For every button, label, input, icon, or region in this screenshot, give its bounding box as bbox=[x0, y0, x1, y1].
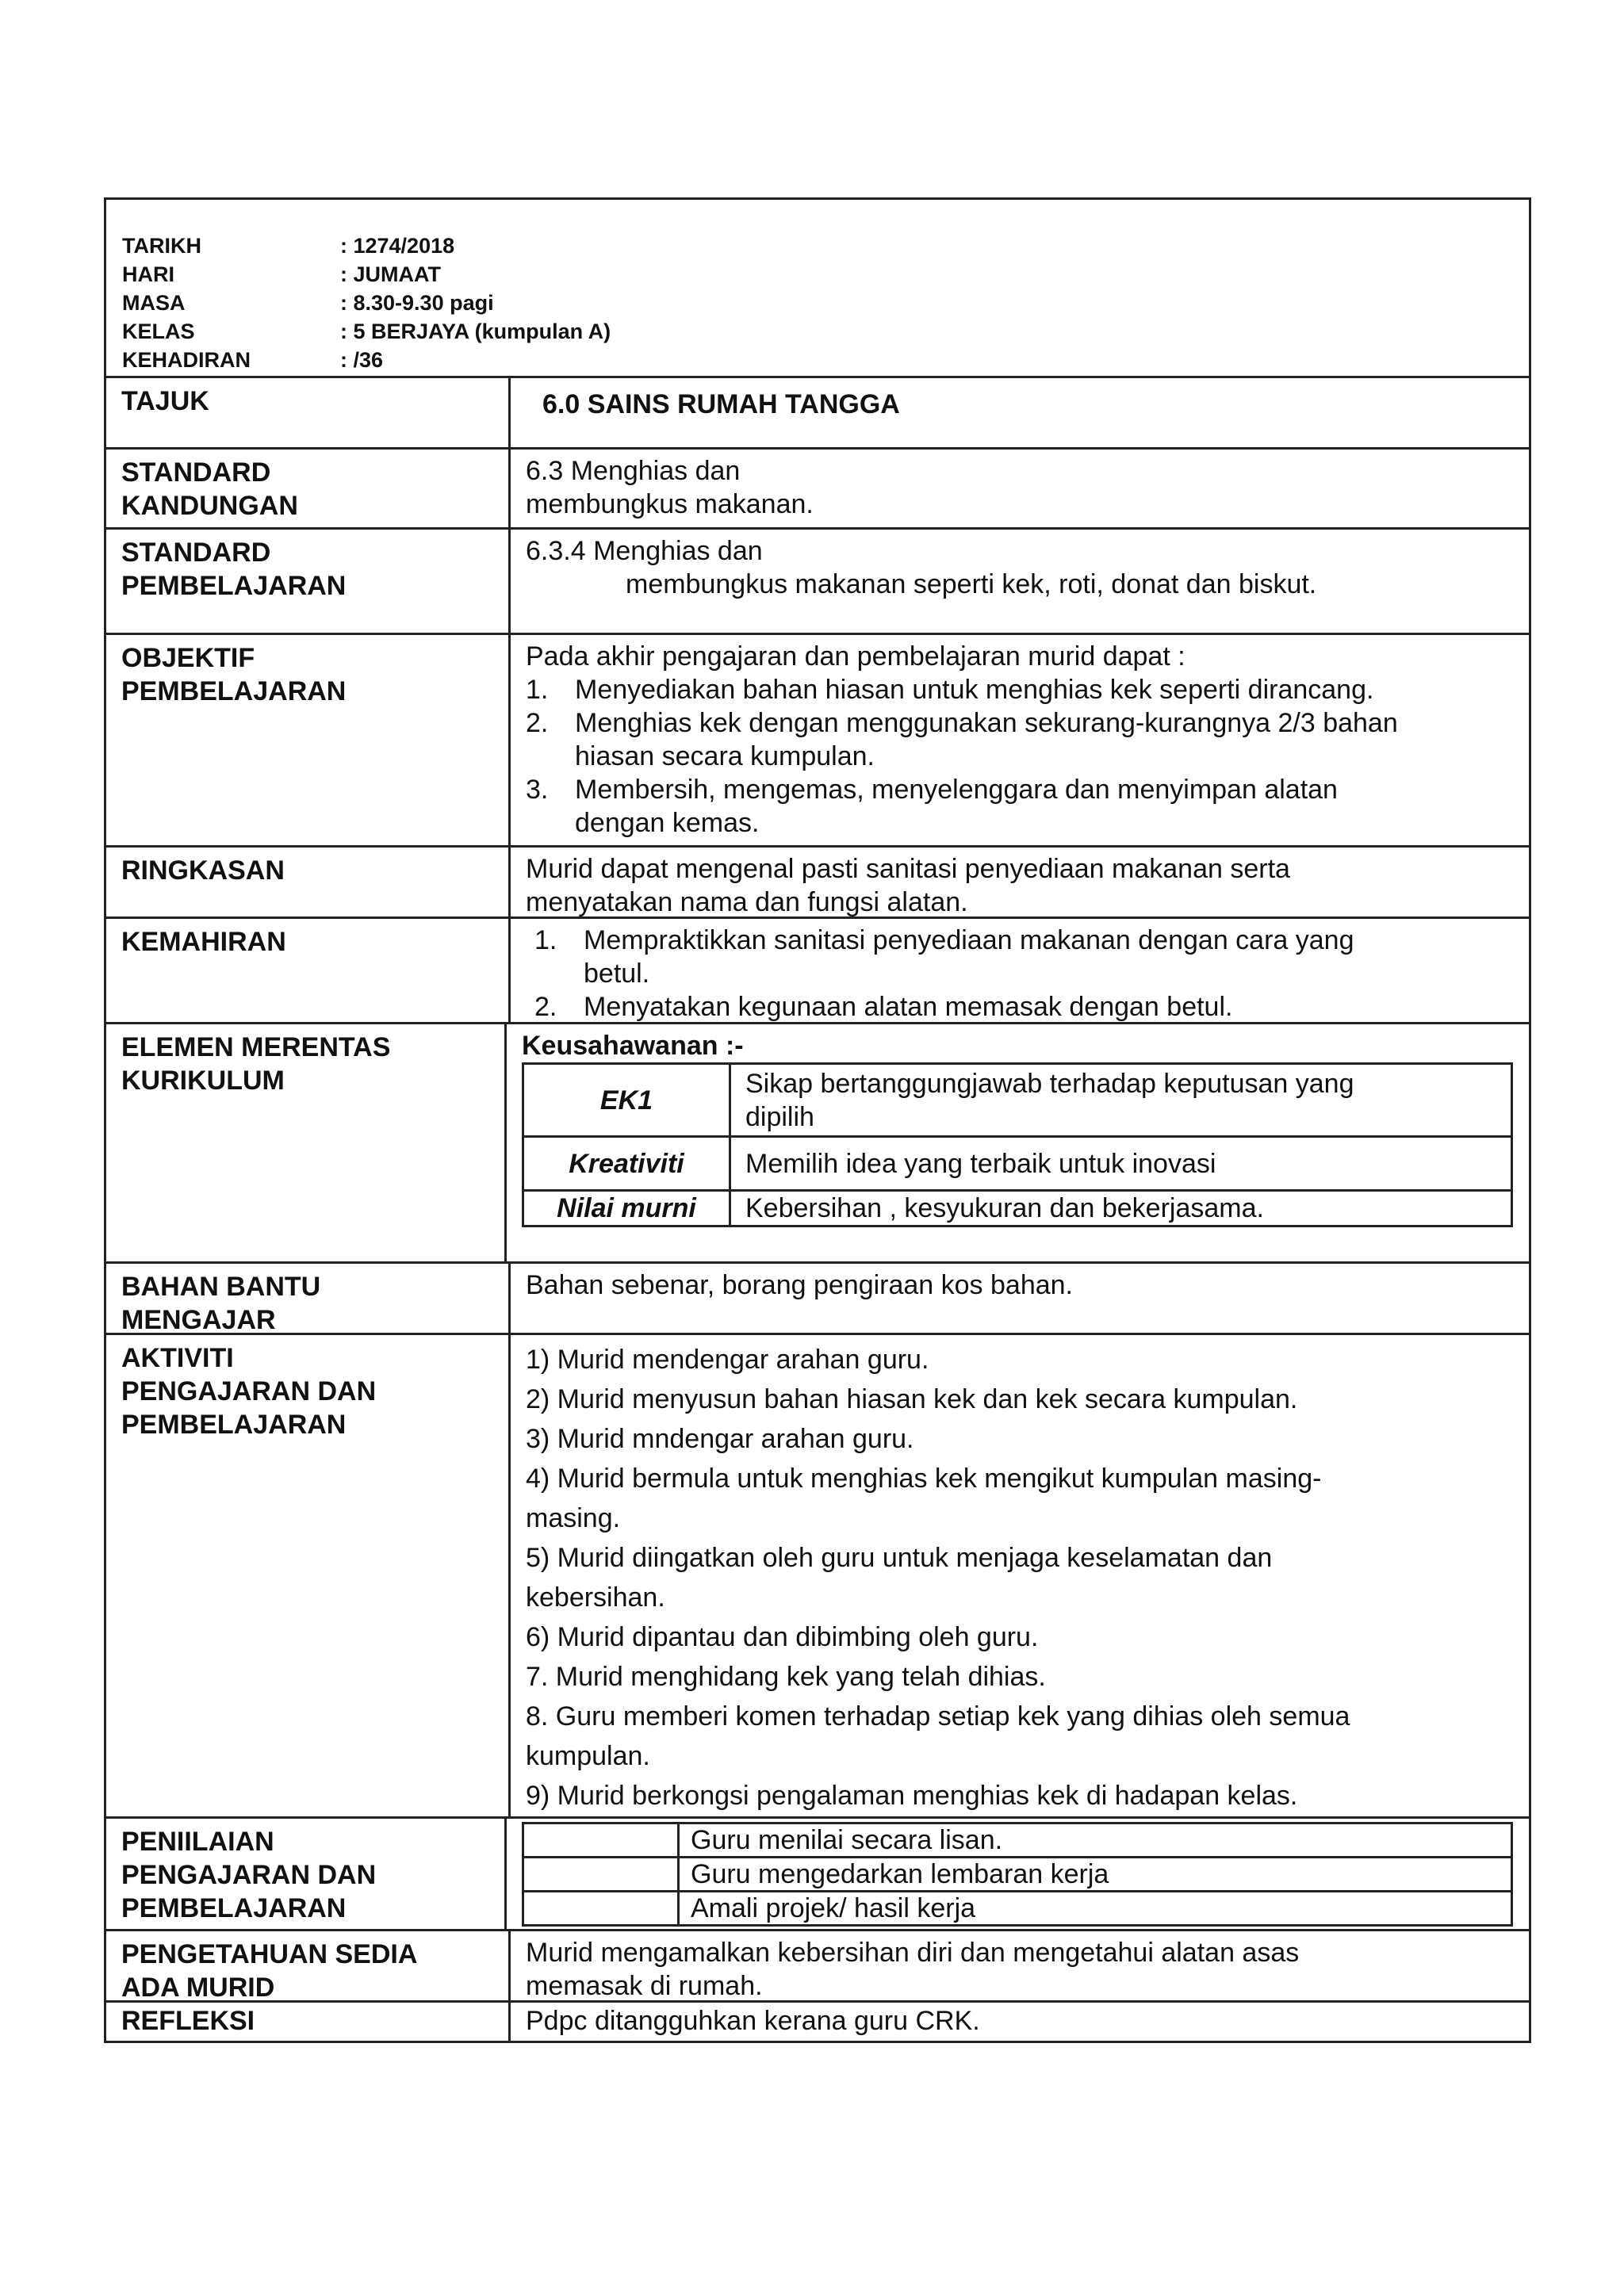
label-text: REFLEKSI bbox=[121, 2006, 255, 2036]
row-elemen-merentas-kurikulum bbox=[106, 1024, 1529, 1264]
header-row-kehadiran bbox=[122, 346, 383, 374]
table-row bbox=[523, 1858, 1512, 1892]
label-text: PEMBELAJARAN bbox=[121, 571, 347, 601]
header-row-kelas bbox=[122, 317, 611, 346]
label-text: MENGAJAR bbox=[121, 1305, 276, 1335]
table-row bbox=[523, 1823, 1512, 1858]
row-label bbox=[106, 635, 511, 845]
row-standard-kandungan bbox=[106, 450, 1529, 530]
elemen-heading: Keusahawanan :- bbox=[522, 1031, 744, 1061]
label-text: PEMBELAJARAN bbox=[121, 1410, 347, 1440]
label-text: BAHAN BANTU bbox=[121, 1272, 321, 1302]
text-line: 6.3.4 Menghias dan bbox=[526, 536, 763, 566]
list-item bbox=[526, 673, 1513, 706]
kemahiran-value bbox=[511, 919, 1529, 1022]
header-key: KELAS bbox=[122, 320, 195, 343]
text-line: hiasan secara kumpulan. bbox=[575, 741, 875, 771]
list-item bbox=[534, 924, 1513, 990]
row-tajuk bbox=[106, 378, 1529, 450]
label-text: KANDUNGAN bbox=[121, 491, 298, 521]
row-pengetahuan-sedia-ada bbox=[106, 1931, 1529, 2003]
text-line: Menyatakan kegunaan alatan memasak dengan betul. bbox=[584, 992, 1233, 1022]
header-key: KEHADIRAN bbox=[122, 348, 251, 372]
list-item: 4) Murid bermula untuk menghias kek mengikut kumpulan masing- bbox=[526, 1464, 1322, 1494]
item-number: 2. bbox=[534, 992, 557, 1022]
label-text: OBJEKTIF bbox=[121, 643, 255, 673]
checkbox-cell[interactable] bbox=[523, 1858, 679, 1892]
item-number: 1. bbox=[526, 675, 549, 705]
list-item: 1) Murid mendengar arahan guru. bbox=[526, 1345, 929, 1375]
header-key: HARI bbox=[122, 262, 174, 286]
row-label bbox=[106, 530, 511, 633]
label-text: PENIILAIAN bbox=[121, 1827, 274, 1857]
row-kemahiran bbox=[106, 919, 1529, 1024]
label-text: PEMBELAJARAN bbox=[121, 1893, 347, 1923]
row-label bbox=[106, 1024, 507, 1261]
penilaian-option: Guru mengedarkan lembaran kerja bbox=[679, 1858, 1512, 1892]
text-line: membungkus makanan seperti kek, roti, donat dan biskut. bbox=[626, 569, 1317, 599]
text-line: Mempraktikkan sanitasi penyediaan makanan dengan cara yang bbox=[584, 925, 1354, 955]
elemen-key: EK1 bbox=[523, 1064, 730, 1137]
list-item: 3) Murid mndengar arahan guru. bbox=[526, 1424, 914, 1454]
list-item bbox=[526, 706, 1513, 773]
list-item: kebersihan. bbox=[526, 1582, 665, 1613]
refleksi-value: Pdpc ditangguhkan kerana guru CRK. bbox=[526, 2006, 980, 2036]
header-key: TARIKH bbox=[122, 234, 201, 258]
elemen-table bbox=[522, 1062, 1513, 1227]
row-standard-pembelajaran bbox=[106, 530, 1529, 635]
elemen-desc bbox=[730, 1191, 1512, 1226]
list-item: 2) Murid menyusun bahan hiasan kek dan kek secara kumpulan. bbox=[526, 1384, 1298, 1414]
label-text: KURIKULUM bbox=[121, 1066, 285, 1096]
text-line: menyatakan nama dan fungsi alatan. bbox=[526, 887, 968, 917]
list-item: 6) Murid dipantau dan dibimbing oleh guru. bbox=[526, 1622, 1039, 1652]
list-item: kumpulan. bbox=[526, 1741, 650, 1771]
row-aktiviti bbox=[106, 1335, 1529, 1819]
text-line: Murid mengamalkan kebersihan diri dan mengetahui alatan asas bbox=[526, 1938, 1300, 1968]
text-line: betul. bbox=[584, 959, 650, 989]
list-item: masing. bbox=[526, 1503, 621, 1533]
tajuk-value: 6.0 SAINS RUMAH TANGGA bbox=[542, 389, 900, 419]
label-text: AKTIVITI bbox=[121, 1343, 234, 1373]
row-label bbox=[106, 1931, 511, 2003]
row-objektif bbox=[106, 635, 1529, 848]
text-line: Sikap bertanggungjawab terhadap keputusan yang bbox=[745, 1068, 1354, 1099]
header-value: : /36 bbox=[340, 348, 384, 372]
label-text: PEMBELAJARAN bbox=[121, 676, 347, 706]
row-bahan-bantu-mengajar bbox=[106, 1264, 1529, 1335]
text-line: Menghias kek dengan menggunakan sekurang-kurangnya 2/3 bahan bbox=[575, 708, 1398, 738]
aktiviti-list bbox=[511, 1335, 1529, 1816]
label-text: KEMAHIRAN bbox=[121, 927, 286, 957]
table-row bbox=[523, 1892, 1512, 1926]
objektif-list bbox=[526, 673, 1513, 840]
row-label bbox=[106, 1264, 511, 1333]
text-line: Menyediakan bahan hiasan untuk menghias kek seperti dirancang. bbox=[575, 675, 1374, 705]
text-line: 6.3 Menghias dan bbox=[526, 456, 741, 486]
item-number: 3. bbox=[526, 775, 549, 805]
objektif-intro: Pada akhir pengajaran dan pembelajaran murid dapat : bbox=[526, 641, 1185, 672]
list-item: 7. Murid menghidang kek yang telah dihias. bbox=[526, 1662, 1046, 1692]
text-line: Membersih, mengemas, menyelenggara dan menyimpan alatan bbox=[575, 775, 1338, 805]
header-row-masa bbox=[122, 289, 494, 317]
label-text: PENGETAHUAN SEDIA bbox=[121, 1939, 418, 1969]
kemahiran-list bbox=[534, 924, 1513, 1024]
row-label bbox=[106, 378, 511, 447]
label-text: PENGAJARAN DAN bbox=[121, 1376, 377, 1406]
row-penilaian bbox=[106, 1819, 1529, 1931]
list-item: 5) Murid diingatkan oleh guru untuk menjaga keselamatan dan bbox=[526, 1543, 1273, 1573]
checkbox-cell[interactable] bbox=[523, 1892, 679, 1926]
penilaian-option: Guru menilai secara lisan. bbox=[679, 1823, 1512, 1858]
pengetahuan-value bbox=[511, 1931, 1529, 2000]
elemen-desc bbox=[730, 1064, 1512, 1137]
header-value: : 5 BERJAYA (kumpulan A) bbox=[340, 320, 611, 343]
list-item bbox=[534, 990, 1513, 1024]
elemen-key: Nilai murni bbox=[523, 1191, 730, 1226]
bahan-value: Bahan sebenar, borang pengiraan kos bahan. bbox=[526, 1270, 1073, 1300]
table-row bbox=[523, 1064, 1512, 1137]
header-row-tarikh bbox=[122, 232, 454, 260]
header-key: MASA bbox=[122, 291, 186, 315]
label-text: PENGAJARAN DAN bbox=[121, 1860, 377, 1890]
lesson-header bbox=[106, 200, 1529, 378]
row-label bbox=[106, 1819, 507, 1929]
list-item: 9) Murid berkongsi pengalaman menghias kek di hadapan kelas. bbox=[526, 1781, 1298, 1811]
text-line: dengan kemas. bbox=[575, 808, 760, 838]
row-label bbox=[106, 919, 511, 1022]
checkbox-cell[interactable] bbox=[523, 1823, 679, 1858]
row-label bbox=[106, 848, 511, 916]
label-text: STANDARD bbox=[121, 538, 271, 568]
row-label bbox=[106, 450, 511, 527]
item-number: 2. bbox=[526, 708, 549, 738]
table-row bbox=[523, 1191, 1512, 1226]
table-row bbox=[523, 1137, 1512, 1191]
item-number: 1. bbox=[534, 925, 557, 955]
list-item bbox=[526, 773, 1513, 840]
elemen-key: Kreativiti bbox=[523, 1137, 730, 1191]
label-text: ELEMEN MERENTAS bbox=[121, 1032, 391, 1062]
list-item: 8. Guru memberi komen terhadap setiap kek yang dihias oleh semua bbox=[526, 1701, 1350, 1732]
text-line: Murid dapat mengenal pasti sanitasi penyediaan makanan serta bbox=[526, 854, 1290, 884]
label-text: ADA MURID bbox=[121, 1973, 275, 2003]
row-label bbox=[106, 1335, 511, 1816]
label-text: STANDARD bbox=[121, 457, 271, 488]
row-label bbox=[106, 2003, 511, 2041]
row-ringkasan bbox=[106, 848, 1529, 919]
text-line: Kebersihan , kesyukuran dan bekerjasama. bbox=[745, 1193, 1264, 1223]
header-row-hari bbox=[122, 260, 441, 289]
label-text: RINGKASAN bbox=[121, 855, 285, 886]
header-value: : JUMAAT bbox=[340, 262, 441, 286]
objektif-value bbox=[511, 635, 1529, 845]
lesson-plan-document bbox=[104, 197, 1531, 2043]
text-line: memasak di rumah. bbox=[526, 1971, 763, 2001]
ringkasan-value bbox=[511, 848, 1529, 916]
row-refleksi bbox=[106, 2003, 1529, 2041]
label-text: TAJUK bbox=[121, 386, 209, 416]
text-line: Memilih idea yang terbaik untuk inovasi bbox=[745, 1148, 1216, 1179]
penilaian-option: Amali projek/ hasil kerja bbox=[679, 1892, 1512, 1926]
standard-pembelajaran-value bbox=[511, 530, 1529, 633]
elemen-value bbox=[507, 1024, 1529, 1261]
standard-kandungan-value bbox=[511, 450, 1529, 527]
text-line: membungkus makanan. bbox=[526, 489, 814, 519]
penilaian-table bbox=[522, 1822, 1513, 1927]
header-value: : 1274/2018 bbox=[340, 234, 455, 258]
penilaian-value bbox=[507, 1819, 1529, 1929]
elemen-desc bbox=[730, 1137, 1512, 1191]
text-line: dipilih bbox=[745, 1101, 814, 1132]
header-value: : 8.30-9.30 pagi bbox=[340, 291, 494, 315]
